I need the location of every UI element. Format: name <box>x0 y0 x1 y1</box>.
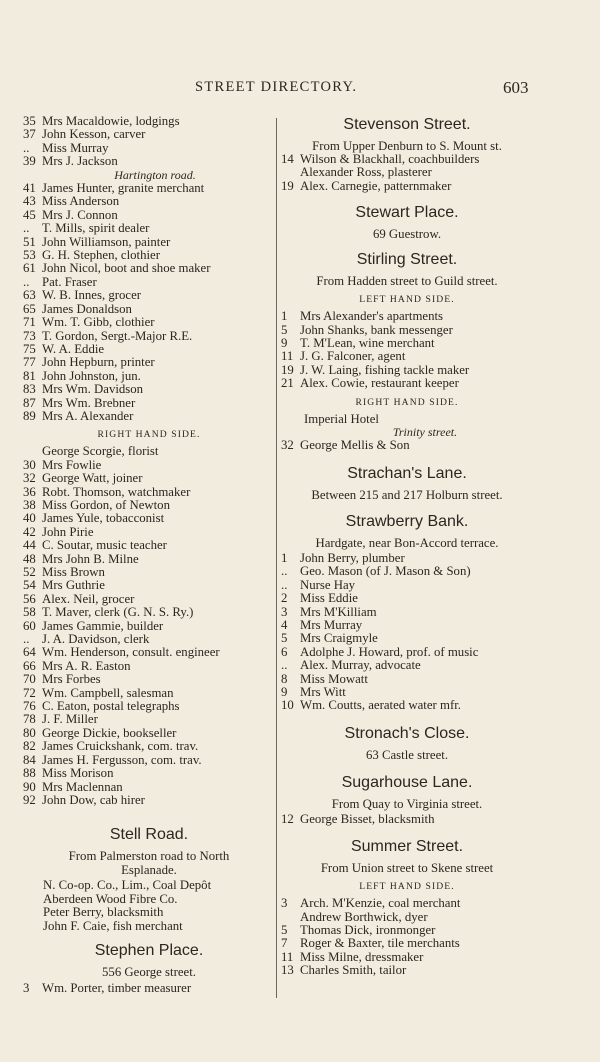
entry-number: 32 <box>281 438 294 453</box>
entry-number: 10 <box>281 698 294 713</box>
list-item <box>281 619 533 632</box>
list-item <box>281 439 533 452</box>
entry-number: 52 <box>23 565 36 579</box>
entry-text: Mrs J. Jackson <box>42 154 118 169</box>
entry-number: 65 <box>23 301 36 316</box>
list-item <box>23 660 275 673</box>
entry-number: 88 <box>23 766 36 781</box>
left-column <box>23 115 275 995</box>
entry-number: .. <box>281 564 288 579</box>
list-item <box>281 592 533 605</box>
entry-text: Nurse Hay <box>300 577 356 592</box>
entry-number: 5 <box>281 631 288 646</box>
entry-text: C. Eaton, postal telegraphs <box>42 699 180 714</box>
entry-number: 58 <box>23 605 36 620</box>
entries-group-a <box>23 115 275 169</box>
list-item <box>23 579 275 592</box>
list-item <box>23 289 275 302</box>
entry-text: J. F. Miller <box>42 712 98 727</box>
entry-text: Mrs Maclennan <box>42 779 123 794</box>
entry-text: Wm. Coutts, aerated water mfr. <box>300 698 461 713</box>
list-item: Imperial Hotel <box>304 411 379 426</box>
entry-number: 9 <box>281 684 288 699</box>
column-divider <box>276 118 277 998</box>
list-item <box>23 754 275 767</box>
entry-text: John Shanks, bank messenger <box>300 322 453 337</box>
list-item <box>23 222 275 235</box>
summer-entries <box>281 897 533 977</box>
stirling-right-entries <box>281 439 533 452</box>
entry-number: 53 <box>23 248 36 263</box>
entry-text: John Johnston, jun. <box>42 368 141 383</box>
entry-number: 11 <box>281 349 294 364</box>
entry-text: J. W. Laing, fishing tackle maker <box>300 362 470 377</box>
entry-text: Alex. Cowie, restaurant keeper <box>300 376 459 391</box>
stephen-entries <box>23 982 275 995</box>
list-item <box>281 310 533 323</box>
entry-number: 64 <box>23 645 36 660</box>
entry-number: 70 <box>23 672 36 687</box>
street-heading-strachans-lane: Strachan's Lane. <box>347 464 467 482</box>
entry-number: 12 <box>281 811 294 826</box>
entry-text: Mrs Macaldowie, lodgings <box>42 114 180 128</box>
entry-number: 19 <box>281 362 294 377</box>
entry-text: George Mellis & Son <box>300 438 410 453</box>
entry-number: 76 <box>23 699 36 714</box>
entry-text: George Watt, joiner <box>42 471 143 486</box>
entry-text: James Gammie, builder <box>42 618 164 633</box>
entry-text: John Kesson, carver <box>42 127 146 142</box>
stevenson-entries <box>281 153 533 193</box>
entry-text: Mrs Witt <box>300 684 346 699</box>
entry-number: 40 <box>23 511 36 526</box>
entry-text: Alex. Murray, advocate <box>300 658 421 673</box>
list-item <box>23 397 275 410</box>
entry-text: Mrs Wm. Brebner <box>42 395 136 410</box>
entry-text: John Nicol, boot and shoe maker <box>42 261 211 276</box>
page-number: 603 <box>503 78 529 97</box>
entry-number: 38 <box>23 497 36 512</box>
entry-text: Mrs John B. Milne <box>42 551 139 566</box>
entry-number: 9 <box>281 336 288 351</box>
entry-number: 82 <box>23 739 36 754</box>
list-item <box>23 249 275 262</box>
entry-text: Wilson & Blackhall, coachbuilders <box>300 152 480 166</box>
entry-text: Miss Mowatt <box>300 671 368 686</box>
entry-number: 84 <box>23 752 36 767</box>
entry-number: 5 <box>281 322 288 337</box>
entry-number <box>281 911 300 924</box>
entry-text: Mrs Murray <box>300 617 363 632</box>
street-desc: From Hadden street to Guild street. <box>316 274 498 289</box>
entry-number: 71 <box>23 315 36 330</box>
entry-number: 87 <box>23 395 36 410</box>
entry-number: 48 <box>23 551 36 566</box>
list-item <box>281 180 533 193</box>
list-item <box>281 924 533 937</box>
list-item <box>281 673 533 686</box>
list-item <box>23 687 275 700</box>
entry-text: T. M'Lean, wine merchant <box>300 336 435 351</box>
entry-number: 90 <box>23 779 36 794</box>
running-title: STREET DIRECTORY. <box>195 79 358 95</box>
entry-number: 63 <box>23 288 36 303</box>
entry-number: 39 <box>23 154 36 169</box>
entry-number: 7 <box>281 936 288 951</box>
entry-text: Pat. Fraser <box>42 274 97 289</box>
list-item <box>23 316 275 329</box>
list-item <box>281 686 533 699</box>
entry-text: Mrs A. R. Easton <box>42 658 131 673</box>
entry-text: Wm. T. Gibb, clothier <box>42 315 155 330</box>
list-item <box>23 155 275 168</box>
street-heading-summer-street: Summer Street. <box>350 838 464 856</box>
entry-number: 89 <box>23 408 36 423</box>
right-side-label: RIGHT HAND SIDE. <box>355 396 459 408</box>
entry-text: J. G. Falconer, agent <box>300 349 406 364</box>
list-item <box>23 459 275 472</box>
list-item <box>281 350 533 363</box>
list-item <box>23 593 275 606</box>
street-desc: 556 George street. <box>102 964 196 979</box>
entry-number: 3 <box>23 980 30 995</box>
list-item <box>281 964 533 977</box>
entry-number: 72 <box>23 685 36 700</box>
stell-entries <box>23 879 275 933</box>
list-item <box>23 370 275 383</box>
list-item <box>281 337 533 350</box>
right-column <box>281 115 533 978</box>
entry-number: 44 <box>23 538 36 553</box>
entry-number: 43 <box>23 194 36 209</box>
entry-text: T. Mills, spirit dealer <box>42 221 150 236</box>
entry-number: 32 <box>23 471 36 486</box>
street-heading-stell-road: Stell Road. <box>109 826 189 844</box>
street-heading-stevenson-street: Stevenson Street. <box>343 116 471 133</box>
entry-number: 30 <box>23 457 36 472</box>
entry-number: 54 <box>23 578 36 593</box>
list-item <box>23 115 275 128</box>
list-item <box>23 236 275 249</box>
entry-text: James Donaldson <box>42 301 132 316</box>
list-item <box>23 486 275 499</box>
entry-number: .. <box>281 658 288 673</box>
list-item <box>23 566 275 579</box>
list-item <box>281 606 533 619</box>
strawberry-entries <box>281 552 533 713</box>
sub-heading-hartington: Hartington road. <box>114 167 196 182</box>
street-heading-stephen-place: Stephen Place. <box>94 941 204 959</box>
entry-number: 41 <box>23 181 36 196</box>
entry-number: 14 <box>281 152 294 166</box>
street-desc: Esplanade. <box>121 863 177 878</box>
entry-number: 11 <box>281 949 294 964</box>
list-item <box>23 700 275 713</box>
entry-text: Mrs Forbes <box>42 672 101 687</box>
entries-group-b <box>23 182 275 423</box>
list-item <box>23 781 275 794</box>
street-desc: From Palmerston road to North <box>68 849 230 864</box>
list-item <box>281 377 533 390</box>
entry-text: Mrs Craigmyle <box>300 631 378 646</box>
stirling-left-entries <box>281 310 533 390</box>
entry-number: 78 <box>23 712 36 727</box>
list-item: John F. Caie, fish merchant <box>43 918 183 933</box>
list-item: Aberdeen Wood Fibre Co. <box>43 891 178 906</box>
entry-text: Arch. M'Kenzie, coal merchant <box>300 896 461 911</box>
entry-number: .. <box>23 632 30 647</box>
list-item <box>23 128 275 141</box>
entry-number: .. <box>23 140 30 155</box>
street-heading-sugarhouse-lane: Sugarhouse Lane. <box>341 773 473 791</box>
entry-number: .. <box>23 221 30 236</box>
entry-number: 6 <box>281 644 288 659</box>
entry-number: .. <box>281 577 288 592</box>
list-item <box>23 982 275 995</box>
list-item <box>23 794 275 807</box>
entry-number: 81 <box>23 368 36 383</box>
list-item <box>23 646 275 659</box>
entry-number: 42 <box>23 524 36 539</box>
entry-number <box>281 166 300 179</box>
entry-text: James H. Fergusson, com. trav. <box>42 752 202 767</box>
entry-number: 37 <box>23 127 36 142</box>
entry-text: W. B. Innes, grocer <box>42 288 142 303</box>
list-item <box>23 767 275 780</box>
entry-text: James Yule, tobacconist <box>42 511 165 526</box>
entry-text: T. Gordon, Sergt.-Major R.E. <box>42 328 193 343</box>
list-item <box>23 727 275 740</box>
list-item <box>23 512 275 525</box>
entry-number: 66 <box>23 658 36 673</box>
entry-text: Charles Smith, tailor <box>300 963 407 978</box>
entry-number: 92 <box>23 792 36 807</box>
entry-text: Thomas Dick, ironmonger <box>300 922 436 937</box>
entry-text: Wm. Porter, timber measurer <box>42 980 192 995</box>
entry-number: 36 <box>23 484 36 499</box>
list-item <box>23 606 275 619</box>
entry-text: Miss Milne, dressmaker <box>300 949 424 964</box>
street-heading-stirling-street: Stirling Street. <box>356 251 458 269</box>
list-item <box>281 552 533 565</box>
entry-number: 73 <box>23 328 36 343</box>
street-desc: 69 Guestrow. <box>372 227 442 242</box>
street-desc: Between 215 and 217 Holburn street. <box>311 487 503 502</box>
entry-text: Miss Murray <box>42 140 109 155</box>
left-side-label: LEFT HAND SIDE. <box>359 294 455 306</box>
street-heading-strawberry-bank: Strawberry Bank. <box>345 512 469 530</box>
list-item <box>23 499 275 512</box>
list-item <box>281 699 533 712</box>
list-item <box>23 553 275 566</box>
sugarhouse-entries <box>281 813 533 826</box>
street-desc: From Union street to Skene street <box>320 861 494 876</box>
entry-text: Mrs M'Killiam <box>300 604 377 619</box>
list-item <box>281 911 533 924</box>
street-heading-stewart-place: Stewart Place. <box>355 204 459 222</box>
entry-text: J. A. Davidson, clerk <box>42 632 150 647</box>
entry-text: Miss Eddie <box>300 591 358 606</box>
entry-number: 56 <box>23 591 36 606</box>
entry-text: W. A. Eddie <box>42 341 105 356</box>
entry-text: Mrs J. Connon <box>42 207 118 222</box>
entry-text: James Hunter, granite merchant <box>42 181 205 196</box>
list-item <box>281 951 533 964</box>
entry-number: 75 <box>23 341 36 356</box>
entry-number: 77 <box>23 355 36 370</box>
entry-number: 60 <box>23 618 36 633</box>
list-item <box>23 472 275 485</box>
entry-number: 3 <box>281 604 288 619</box>
entry-number: 80 <box>23 725 36 740</box>
entry-number: 2 <box>281 591 288 606</box>
entry-text: John Hepburn, printer <box>42 355 155 370</box>
entry-number: 8 <box>281 671 288 686</box>
list-item <box>23 195 275 208</box>
list-item <box>23 713 275 726</box>
list-item <box>281 364 533 377</box>
entry-text: John Williamson, painter <box>42 234 171 249</box>
list-item <box>281 937 533 950</box>
entry-text: Alex. Carnegie, patternmaker <box>300 178 452 193</box>
list-item <box>23 383 275 396</box>
list-item <box>281 813 533 826</box>
entry-text: James Cruickshank, com. trav. <box>42 739 199 754</box>
street-desc: 63 Castle street. <box>365 747 449 762</box>
entry-text: Mrs Wm. Davidson <box>42 382 144 397</box>
entry-number: 51 <box>23 234 36 249</box>
entry-text: Miss Gordon, of Newton <box>42 497 170 512</box>
entry-text: Roger & Baxter, tile merchants <box>300 936 460 951</box>
list-item <box>23 262 275 275</box>
list-item <box>281 897 533 910</box>
list-item <box>23 142 275 155</box>
entry-number: 35 <box>23 114 36 128</box>
entry-number: 45 <box>23 207 36 222</box>
entry-text: Adolphe J. Howard, prof. of music <box>300 644 479 659</box>
list-item <box>281 153 533 166</box>
list-item <box>23 620 275 633</box>
entry-number: 21 <box>281 376 294 391</box>
list-item <box>23 410 275 423</box>
entry-number: 13 <box>281 963 294 978</box>
entry-text: Mrs Alexander's apartments <box>300 309 444 324</box>
list-item <box>23 356 275 369</box>
list-item <box>281 565 533 578</box>
entry-text: George Bisset, blacksmith <box>300 811 435 826</box>
list-item <box>23 740 275 753</box>
list-item <box>23 182 275 195</box>
list-item <box>281 632 533 645</box>
entry-number: 3 <box>281 896 288 911</box>
entry-text: Mrs Guthrie <box>42 578 105 593</box>
right-side-label: RIGHT HAND SIDE. <box>97 429 201 441</box>
left-side-label: LEFT HAND SIDE. <box>359 881 455 893</box>
list-item <box>23 330 275 343</box>
list-item <box>281 659 533 672</box>
list-item: Peter Berry, blacksmith <box>43 905 164 920</box>
entry-number: 61 <box>23 261 36 276</box>
street-desc: From Upper Denburn to S. Mount st. <box>312 139 502 153</box>
list-item <box>23 539 275 552</box>
list-item: N. Co-op. Co., Lim., Coal Depôt <box>43 878 212 893</box>
entry-text: John Berry, plumber <box>300 550 405 565</box>
entry-text: John Pirie <box>42 524 94 539</box>
list-item <box>23 633 275 646</box>
list-item <box>23 343 275 356</box>
street-desc: Hardgate, near Bon-Accord terrace. <box>315 535 499 550</box>
entry-text: C. Soutar, music teacher <box>42 538 167 553</box>
entry-text: G. H. Stephen, clothier <box>42 248 160 263</box>
entry-text: Mrs Fowlie <box>42 457 102 472</box>
entry-text: Alex. Neil, grocer <box>42 591 135 606</box>
entry-number: 1 <box>281 550 288 565</box>
list-item <box>23 673 275 686</box>
list-item <box>281 646 533 659</box>
list-item <box>281 324 533 337</box>
list-item <box>281 166 533 179</box>
list-item <box>23 526 275 539</box>
entry-number: 83 <box>23 382 36 397</box>
entry-text: Miss Morison <box>42 766 114 781</box>
list-item <box>23 303 275 316</box>
list-item: George Scorgie, florist <box>42 444 159 459</box>
entries-group-c <box>23 459 275 808</box>
entry-text: Wm. Campbell, salesman <box>42 685 174 700</box>
list-item <box>281 579 533 592</box>
list-item <box>23 276 275 289</box>
entry-text: John Dow, cab hirer <box>42 792 145 807</box>
entry-text: T. Maver, clerk (G. N. S. Ry.) <box>42 605 194 620</box>
entry-text: Mrs A. Alexander <box>42 408 134 423</box>
entry-text: Andrew Borthwick, dyer <box>300 909 428 924</box>
entry-text: Miss Anderson <box>42 194 120 209</box>
entry-number: .. <box>23 274 30 289</box>
street-heading-stronachs-close: Stronach's Close. <box>344 724 470 742</box>
entry-text: Geo. Mason (of J. Mason & Son) <box>300 564 471 579</box>
entry-text: Miss Brown <box>42 565 105 579</box>
entry-text: Wm. Henderson, consult. engineer <box>42 645 220 660</box>
entry-text: Robt. Thomson, watchmaker <box>42 484 191 499</box>
entry-text: Alexander Ross, plasterer <box>300 165 432 180</box>
entry-number: 4 <box>281 617 288 632</box>
entry-number: 5 <box>281 922 288 937</box>
sub-heading-trinity: Trinity street. <box>392 425 458 440</box>
list-item <box>23 209 275 222</box>
entry-number: 19 <box>281 178 294 193</box>
entry-text: George Dickie, bookseller <box>42 725 177 740</box>
entry-number: 1 <box>281 309 288 324</box>
street-desc: From Quay to Virginia street. <box>331 796 483 811</box>
